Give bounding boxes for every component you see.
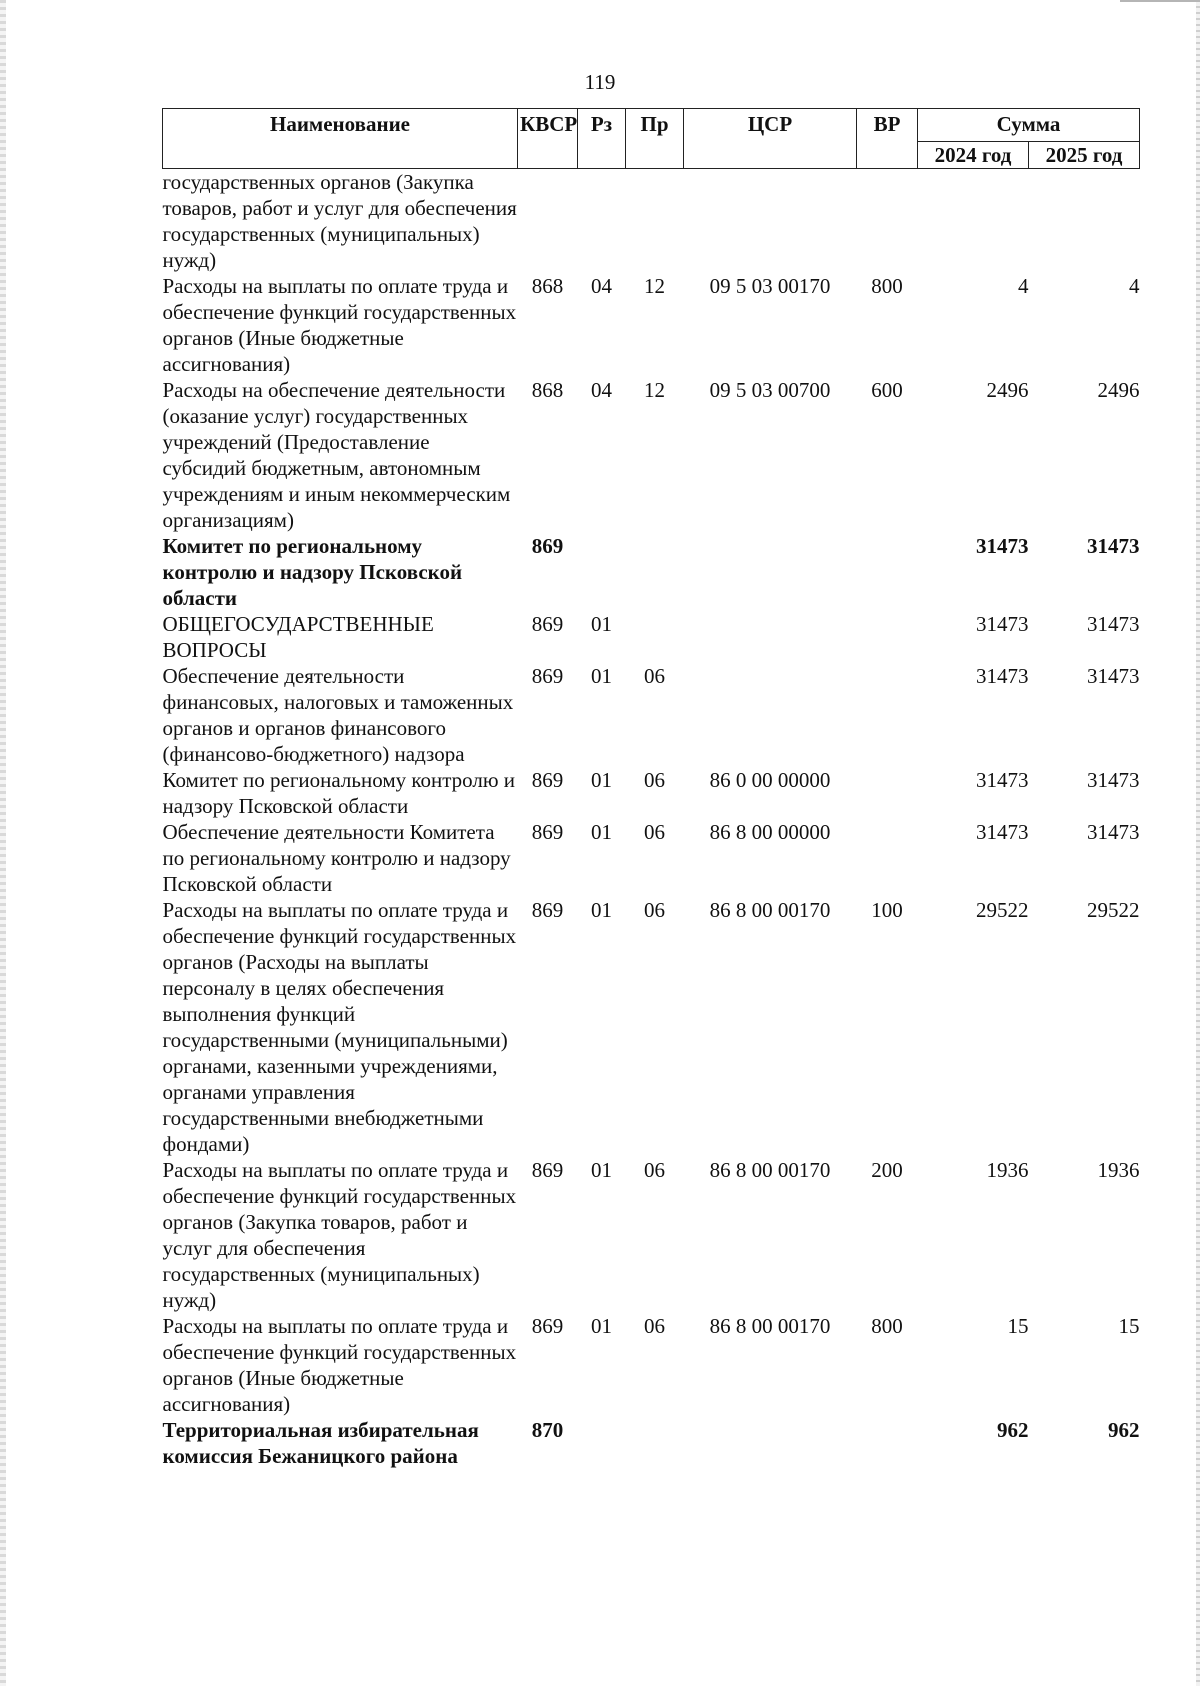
cell-pr: 12	[644, 378, 665, 402]
cell-sum-2025: 31473	[1087, 612, 1140, 636]
table-row	[163, 169, 1140, 274]
cell-name: Обеспечение деятельности Комитета по региональному контролю и надзору Псковской области	[162, 820, 511, 896]
scan-edge-left	[0, 0, 6, 1686]
cell-csr: 86 8 00 00000	[709, 820, 831, 844]
cell-name: Обеспечение деятельности финансовых, налоговых и таможенных органов и органов финансового (финансово-бюджетного) надзора	[162, 664, 514, 766]
header-pr: Пр	[626, 109, 684, 169]
cell-sum-2025	[1029, 169, 1140, 274]
cell-rz	[578, 169, 626, 274]
cell-name: Комитет по региональному контролю и надзору Псковской области	[162, 534, 463, 610]
cell-rz	[578, 1417, 626, 1469]
cell-csr: 09 5 03 00700	[709, 378, 831, 402]
cell-pr: 06	[644, 664, 665, 688]
cell-vr	[857, 169, 918, 274]
cell-sum-2024: 31473	[976, 664, 1029, 688]
table-header	[163, 109, 1140, 169]
cell-kvsr: 869	[531, 534, 564, 558]
cell-name: Расходы на выплаты по оплате труда и обеспечение функций государственных органов (Расходы на выплаты персоналу в целях обеспечения выполнения функций государственными (муниципальными) органами, казенными учреждениями, органами управления государственными внебюджетными фондами)	[162, 898, 517, 1156]
header-2025: 2025 год	[1029, 142, 1140, 169]
cell-csr	[684, 1417, 857, 1469]
cell-vr	[857, 663, 918, 767]
table-row	[163, 377, 1140, 533]
cell-sum-2024: 2496	[986, 378, 1029, 402]
header-rz: Рз	[578, 109, 626, 169]
cell-csr	[684, 663, 857, 767]
cell-pr: 06	[644, 1158, 665, 1182]
cell-kvsr: 869	[531, 612, 564, 636]
cell-sum-2024: 31473	[976, 768, 1029, 792]
cell-csr	[684, 533, 857, 611]
cell-vr: 200	[871, 1158, 903, 1182]
header-sum: Сумма	[918, 109, 1140, 142]
cell-sum-2025: 29522	[1087, 898, 1140, 922]
cell-csr: 86 8 00 00170	[709, 1158, 831, 1182]
cell-name: Расходы на выплаты по оплате труда и обеспечение функций государственных органов (Закупка товаров, работ и услуг для обеспечения государственных (муниципальных) нужд)	[162, 1158, 517, 1312]
cell-rz: 01	[591, 898, 612, 922]
table-row	[163, 1157, 1140, 1313]
cell-sum-2025: 31473	[1087, 820, 1140, 844]
cell-pr: 06	[644, 820, 665, 844]
cell-pr	[626, 1417, 684, 1469]
scan-edge-top	[1120, 0, 1200, 2]
cell-rz: 01	[591, 820, 612, 844]
cell-sum-2025: 2496	[1097, 378, 1140, 402]
cell-csr: 86 8 00 00170	[709, 898, 831, 922]
cell-pr: 06	[644, 898, 665, 922]
cell-kvsr: 869	[531, 1158, 564, 1182]
table-row	[163, 663, 1140, 767]
header-2024: 2024 год	[918, 142, 1029, 169]
table-row	[163, 1313, 1140, 1417]
cell-vr: 600	[871, 378, 903, 402]
cell-rz: 01	[591, 1314, 612, 1338]
table-body	[163, 169, 1140, 1470]
cell-sum-2025: 4	[1129, 274, 1140, 298]
cell-kvsr: 868	[531, 378, 564, 402]
cell-kvsr	[518, 169, 578, 274]
cell-name: Расходы на выплаты по оплате труда и обеспечение функций государственных органов (Иные бюджетные ассигнования)	[162, 274, 517, 376]
cell-rz: 01	[591, 612, 612, 636]
header-vr: ВР	[857, 109, 918, 169]
header-csr: ЦСР	[684, 109, 857, 169]
cell-name: Комитет по региональному контролю и надзору Псковской области	[162, 768, 516, 818]
cell-vr	[857, 533, 918, 611]
cell-kvsr: 869	[531, 1314, 564, 1338]
page-number: 119	[584, 70, 616, 94]
cell-rz: 04	[591, 378, 612, 402]
cell-csr: 09 5 03 00170	[709, 274, 831, 298]
cell-kvsr: 870	[531, 1418, 564, 1442]
cell-sum-2024	[918, 169, 1029, 274]
cell-pr	[626, 611, 684, 663]
cell-vr: 800	[871, 1314, 903, 1338]
cell-name: Расходы на выплаты по оплате труда и обеспечение функций государственных органов (Иные бюджетные ассигнования)	[162, 1314, 517, 1416]
cell-csr	[684, 169, 857, 274]
cell-pr: 12	[644, 274, 665, 298]
cell-vr: 100	[871, 898, 903, 922]
cell-vr	[857, 1417, 918, 1469]
table-row	[163, 533, 1140, 611]
table-row	[163, 767, 1140, 819]
cell-csr	[684, 611, 857, 663]
cell-sum-2025: 15	[1118, 1314, 1140, 1338]
cell-sum-2024: 31473	[976, 612, 1029, 636]
cell-rz: 01	[591, 768, 612, 792]
cell-csr: 86 8 00 00170	[709, 1314, 831, 1338]
cell-kvsr: 868	[531, 274, 564, 298]
cell-kvsr: 869	[531, 898, 564, 922]
cell-csr: 86 0 00 00000	[709, 768, 831, 792]
scan-edge-right	[1196, 0, 1200, 1686]
table-row	[163, 897, 1140, 1157]
cell-rz	[578, 533, 626, 611]
table-row	[163, 819, 1140, 897]
header-kvsr: КВСР	[518, 109, 578, 169]
cell-name: Расходы на обеспечение деятельности (оказание услуг) государственных учреждений (Предоставление субсидий бюджетным, автономным учреждениям и иным некоммерческим организациям)	[162, 378, 511, 532]
cell-pr	[626, 533, 684, 611]
cell-sum-2024: 1936	[986, 1158, 1029, 1182]
cell-sum-2025: 31473	[1087, 664, 1140, 688]
cell-sum-2025: 962	[1108, 1418, 1140, 1442]
cell-kvsr: 869	[531, 664, 564, 688]
cell-kvsr: 869	[531, 768, 564, 792]
cell-name: Территориальная избирательная комиссия Бежаницкого района	[162, 1418, 479, 1468]
cell-vr	[857, 767, 918, 819]
cell-sum-2025: 31473	[1087, 768, 1140, 792]
cell-pr: 06	[644, 1314, 665, 1338]
cell-sum-2025: 31473	[1087, 534, 1140, 558]
cell-sum-2024: 31473	[976, 820, 1029, 844]
cell-sum-2025: 1936	[1097, 1158, 1140, 1182]
cell-pr: 06	[644, 768, 665, 792]
cell-sum-2024: 15	[1007, 1314, 1029, 1338]
table-row	[163, 611, 1140, 663]
table-row	[163, 1417, 1140, 1469]
cell-rz: 01	[591, 1158, 612, 1182]
cell-vr	[857, 611, 918, 663]
cell-name: государственных органов (Закупка товаров, работ и услуг для обеспечения государственных (муниципальных) нужд)	[162, 170, 517, 272]
cell-vr: 800	[871, 274, 903, 298]
cell-vr	[857, 819, 918, 897]
table-row	[163, 273, 1140, 377]
cell-pr	[626, 169, 684, 274]
cell-kvsr: 869	[531, 820, 564, 844]
cell-sum-2024: 4	[1018, 274, 1029, 298]
cell-sum-2024: 31473	[976, 534, 1029, 558]
cell-rz: 01	[591, 664, 612, 688]
header-name: Наименование	[163, 109, 518, 169]
budget-table	[162, 108, 1140, 1469]
cell-sum-2024: 962	[997, 1418, 1029, 1442]
cell-sum-2024: 29522	[976, 898, 1029, 922]
cell-name: ОБЩЕГОСУДАРСТВЕННЫЕ ВОПРОСЫ	[162, 612, 434, 662]
cell-rz: 04	[591, 274, 612, 298]
